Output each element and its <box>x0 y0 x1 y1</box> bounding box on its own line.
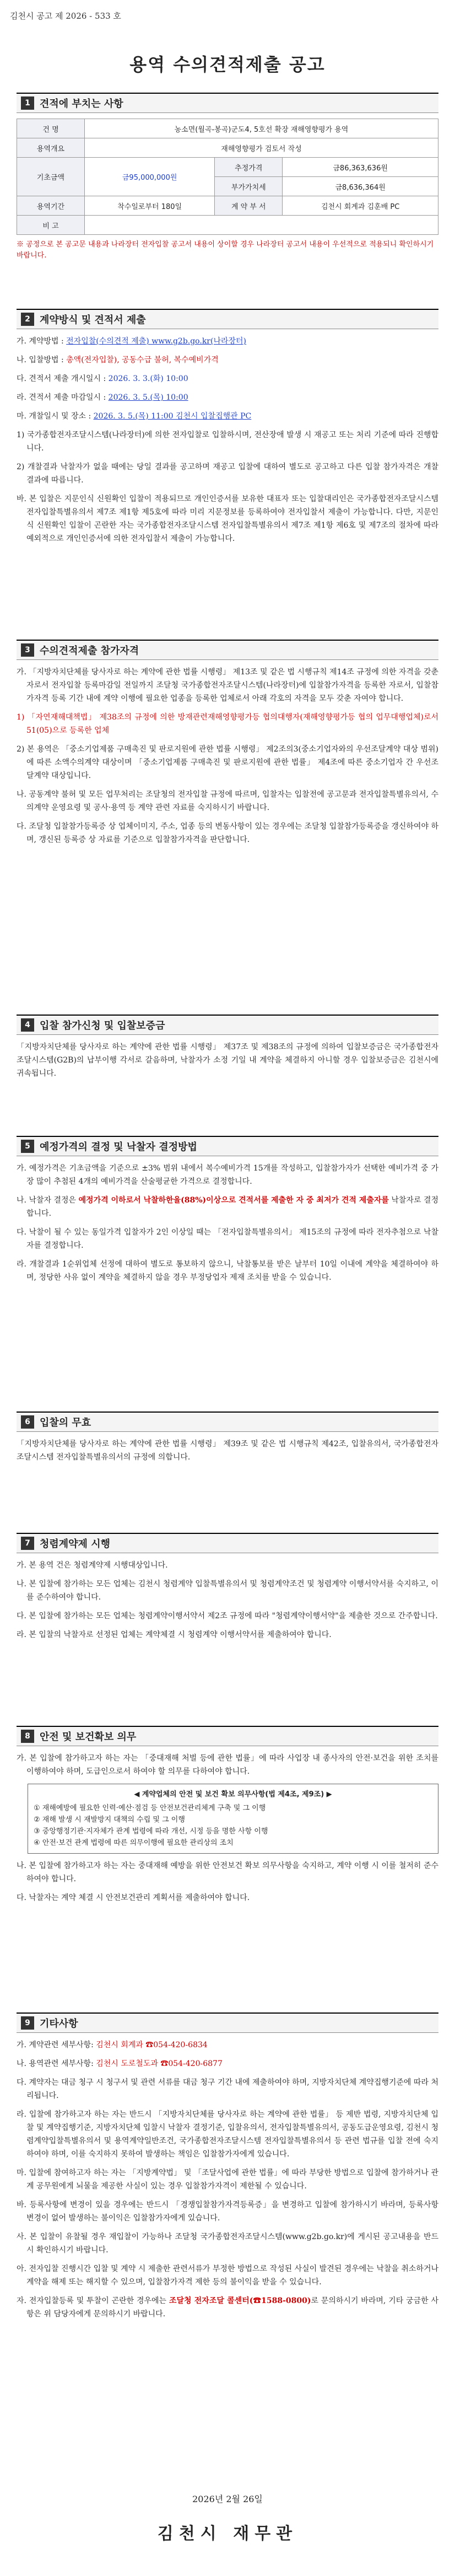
section-3-header <box>17 640 438 660</box>
paragraph: 2) 본 용역은 「중소기업제품 구매촉진 및 판로지원에 관한 법률 시행령」 제2조의3(중소기업자와의 우선조달계약 대상 범위)에 따른 소액수의계약 대상이며 「중소기업제품 구매촉진 및 판로지원에 관한 법률」 제4조에 따른 중소기업자 간 우선조달계약 대상입니다. <box>17 745 438 780</box>
section-3 <box>17 640 438 846</box>
section-1-title: 견적에 부치는 사항 <box>40 98 123 110</box>
section-2 <box>17 309 438 545</box>
paragraph: 아. 전자입찰 진행시간 입찰 및 계약 시 제출한 관련서류가 부정한 방법으로 작성된 사실이 발견된 경우에는 낙찰을 취소하거나 계약을 해제 또는 해지할 수 있으며, 입찰참가자격 제한 등의 불이익을 받을 수 있습니다. <box>17 2264 438 2287</box>
section-7-number: 7 <box>21 1537 34 1550</box>
section-1 <box>17 93 438 261</box>
row-value: 김천시 회계과 김훈배 PC <box>283 196 438 216</box>
row-label: 용역기간 <box>17 196 85 216</box>
section-4-title: 입찰 참가신청 및 입찰보증금 <box>40 1020 165 1032</box>
paragraph: 1) 「자연재해대책법」 제38조의 규정에 의한 방재관련재해영향평가등 협의대행자(재해영향평가등 협의 업무대행업체)로서 51(05)으로 등록한 업체 <box>17 713 438 735</box>
row-label: 건 명 <box>17 119 85 138</box>
section-9 <box>17 2012 438 2321</box>
section-7-header <box>17 1533 438 1553</box>
row-label: 부가가치세 <box>215 177 283 196</box>
row-value: 금95,000,000원 <box>85 158 215 196</box>
table-row <box>17 138 438 158</box>
notice-date: 2026년 2월 26일 <box>192 2494 263 2504</box>
list-item: ② 재해 발생 시 재발방지 대책의 수립 및 그 이행 <box>34 1816 185 1824</box>
row-value <box>85 216 438 235</box>
row-label: 계 약 부 서 <box>215 196 283 216</box>
paragraph: 가. 본 입찰에 참가하고자 하는 자는 「중대재해 처벌 등에 관한 법률」에 따라 사업장 내 종사자의 안전·보건을 위한 조치를 이행하여야 하며, 도급인으로서 하여야 할 의무를 다하여야 합니다. <box>17 1754 438 1776</box>
section-3-title: 수의견적제출 참가자격 <box>40 645 139 657</box>
paragraph: 다. 낙찰이 될 수 있는 동일가격 입찰자가 2인 이상일 때는 「전자입찰특별유의서」 제15조의 규정에 따라 전자추첨으로 낙찰자를 결정합니다. <box>17 1228 438 1250</box>
summary-table <box>17 119 438 235</box>
paragraph: 「지방자치단체를 당사자로 하는 계약에 관한 법률 시행령」 제39조 및 같은 법 시행규칙 제42조, 입찰유의서, 국가종합전자조달시스템 전자입찰특별유의서의 규정에 의합니다. <box>17 1440 438 1462</box>
paragraph: 라. 본 입찰의 낙찰자로 선정된 업체는 계약체결 시 청렴계약 이행서약서를 제출하여야 합니다. <box>17 1630 332 1639</box>
row-label: 비 고 <box>17 216 85 235</box>
paragraph: 가. 「지방자치단체를 당사자로 하는 계약에 관한 법률 시행령」 제13조 및 같은 법 시행규칙 제14조 규정에 의한 자격을 갖춘 자로서 전자입찰 등록마감일 전일까지 조달청 국가종합전자조달시스템(나라장터)에 입찰참가자격을 등록한 자로서, 입찰참가자격 등록 기간 내에 계약 이행에 필요한 업종을 등록한 업체로서 아래 각호의 자격을 모두 갖춘 자여야 합니다. <box>17 668 438 703</box>
section-4-number: 4 <box>21 1018 34 1032</box>
section-8-title: 안전 및 보건확보 의무 <box>40 1731 137 1743</box>
section-2-title: 계약방식 및 견적서 제출 <box>40 314 146 326</box>
contract-method: 가. 계약방법 : 전자입찰(수의견적 제출) www.g2b.go.kr(나라장터) <box>17 337 247 346</box>
summary-note: ※ 공정으로 본 공고문 내용과 나라장터 전자입찰 공고서 내용이 상이할 경우 나라장터 공고서 내용이 우선적으로 적용되니 확인하시기 바랍니다. <box>17 240 434 260</box>
paragraph: 바. 등록사항에 변경이 있을 경우에는 반드시 「경쟁입찰참가자격등록증」을 변경하고 입찰에 참가하시기 바라며, 등록사항 변경이 없어 발생하는 불이익은 입찰참가자에게 있습니다. <box>17 2201 438 2223</box>
section-2-header <box>17 309 438 329</box>
paragraph: 사. 본 입찰이 유찰될 경우 재입찰이 가능하나 조달청 국가종합전자조달시스템(www.g2b.go.kr)에 게시된 공고내용을 반드시 확인하시기 바랍니다. <box>17 2232 438 2255</box>
section-7 <box>17 1533 438 1641</box>
submit-start: 다. 견적서 제출 개시일시 : 2026. 3. 3.(화) 10:00 <box>17 374 188 383</box>
section-9-header <box>17 2012 438 2033</box>
row-value: 착수일로부터 180일 <box>85 196 215 216</box>
section-1-header <box>17 93 438 113</box>
list-item: ① 재해예방에 필요한 인력·예산·점검 등 안전보건관리체계 구축 및 그 이행 <box>34 1804 266 1812</box>
service-contact: 나. 용역관련 세부사항: 김천시 도로철도과 ☎054-420-6877 <box>17 2059 223 2068</box>
opening-date: 마. 개찰일시 및 장소 : 2026. 3. 5.(목) 11:00 김천시 입찰집행관 PC <box>17 412 252 421</box>
section-9-number: 9 <box>21 2016 34 2030</box>
paragraph: 바. 본 입찰은 지문인식 신원확인 입찰이 적용되므로 개인인증서를 보유한 대표자 또는 입찰대리인은 국가종합전자조달시스템 전자입찰특별유의서 제7조 제1항 제5호에 따라 미리 지문정보를 등록하여야 전자입찰서 제출이 가능합니다. 다만, 지문인식 신원확인 입찰이 곤란한 자는 국가종합전자조달시스템 전자입찰특별유의서 제7조 제1항 제6호 및 제7조의 절차에 따라 예외적으로 개인인증서에 의한 전자입찰서 제출이 가능합니다. <box>17 495 438 543</box>
paragraph: 1) 국가종합전자조달시스템(나라장터)에 의한 전자입찰로 입찰하시며, 전산장애 발생 시 재공고 또는 처리 기준에 따라 진행합니다. <box>17 431 438 453</box>
section-6-title: 입찰의 무효 <box>40 1417 91 1429</box>
section-5-number: 5 <box>21 1140 34 1153</box>
table-row <box>17 158 438 177</box>
paragraph: 나. 본 입찰에 참가하고자 하는 자는 중대재해 예방을 위한 안전보건 확보 의무사항을 숙지하고, 계약 이행 시 이를 철저히 준수하여야 합니다. <box>17 1861 438 1883</box>
section-5 <box>17 1136 438 1284</box>
row-value: 재해영향평가 검토서 작성 <box>85 138 438 158</box>
safety-duties-box <box>28 1784 438 1854</box>
section-5-title: 예정가격의 결정 및 낙찰자 결정방법 <box>40 1141 197 1153</box>
section-8-number: 8 <box>21 1730 34 1743</box>
table-row <box>17 119 438 138</box>
section-6 <box>17 1412 438 1464</box>
row-label: 추정가격 <box>215 158 283 177</box>
list-item: ③ 중앙행정기관·지자체가 관계 법령에 따라 개선, 시정 등을 명한 사항 이행 <box>34 1827 268 1836</box>
submit-end: 라. 견적서 제출 마감일시 : 2026. 3. 5.(목) 10:00 <box>17 393 188 402</box>
paragraph: 라. 입찰에 참가하고자 하는 자는 반드시 「지방자치단체를 당사자로 하는 계약에 관한 법률」 등 제반 법령, 지방자치단체 입찰 및 계약집행기준, 지방자치단체 입찰시 낙찰자 결정기준, 입찰유의서, 전자입찰특별유의서, 공동도급운영요령, 김천시 청렴계약입찰특별유의서 및 용역계약일반조건, 국가종합전자조달시스템 전자입찰특별유의서 등 관련 법규를 입찰 전에 숙지하여야 하며, 이를 숙지하지 못하여 발생하는 책임은 입찰참가자에게 있습니다. <box>17 2110 438 2159</box>
row-value: 금8,636,364원 <box>283 177 438 196</box>
section-9-title: 기타사항 <box>40 2018 78 2030</box>
paragraph: 라. 개찰결과 1순위업체 선정에 대하여 별도로 통보하지 않으니, 낙찰통보를 받은 날부터 10일 이내에 계약을 체결하여야 하며, 정당한 사유 없이 계약을 체결하지 않을 경우 부정당업자 제재 조치를 받을 수 있습니다. <box>17 1260 438 1282</box>
paragraph: 가. 예정가격은 기초금액을 기준으로 ±3% 범위 내에서 복수예비가격 15개를 작성하고, 입찰참가자가 선택한 예비가격 중 가장 많이 추첨된 4개의 예비가격을 산술평균한 가격으로 결정합니다. <box>17 1164 438 1186</box>
section-8 <box>17 1726 438 1904</box>
row-value: 금86,363,636원 <box>283 158 438 177</box>
section-2-number: 2 <box>21 313 34 326</box>
table-row <box>17 196 438 216</box>
paragraph: 「지방자치단체를 당사자로 하는 계약에 관한 법률 시행령」 제37조 및 제38조의 규정에 의하여 입찰보증금은 국가종합전자조달시스템(G2B)의 납부이행 각서로 갈음하며, 낙찰자가 소정 기일 내 계약을 체결하지 아니할 경우 입찰보증금은 김천시에 귀속됩니다. <box>17 1043 438 1078</box>
paragraph: 다. 계약자는 대금 청구 시 청구서 및 관련 서류를 대금 청구 기간 내에 제출하여야 하며, 지방자치단체 계약집행기준에 따라 처리됩니다. <box>17 2078 438 2100</box>
paragraph: 나. 본 입찰에 참가하는 모든 업체는 김천시 청렴계약 입찰특별유의서 및 청렴계약조건 및 청렴계약 이행서약서를 숙지하고, 이를 준수하여야 합니다. <box>17 1580 438 1602</box>
section-7-title: 청렴계약제 시행 <box>40 1538 110 1550</box>
section-3-number: 3 <box>21 643 34 657</box>
paragraph: 다. 낙찰자는 계약 체결 시 안전보건관리 계획서를 제출하여야 합니다. <box>17 1893 250 1902</box>
paragraph: 가. 본 용역 건은 청렴계약제 시행대상입니다. <box>17 1561 168 1570</box>
row-value: 농소면(월곡-봉곡)군도4, 5호선 확장 재해영향평가 용역 <box>85 119 438 138</box>
section-6-header <box>17 1412 438 1432</box>
section-5-header <box>17 1136 438 1156</box>
contract-contact: 가. 계약관련 세부사항: 김천시 회계과 ☎054-420-6834 <box>17 2041 208 2049</box>
section-4-header <box>17 1015 438 1035</box>
paragraph: 다. 본 입찰에 참가하는 모든 업체는 청렴계약이행서약서 제2조 규정에 따라 "청렴계약이행서약"을 제출한 것으로 간주합니다. <box>17 1612 438 1620</box>
paragraph: 나. 공동계약 불허 및 모든 업무처리는 조달청의 전자입찰 규정에 따르며, 입찰자는 입찰전에 공고문과 전자입찰특별유의서, 수의계약 운영요령 및 공사·용역 등 계약 관련 자료를 숙지하시기 바랍니다. <box>17 790 438 812</box>
issuer-signature: 김천시 재무관 <box>157 2524 298 2543</box>
table-row <box>17 216 438 235</box>
list-item: ④ 안전·보건 관계 법령에 따른 의무이행에 필요한 관리상의 조치 <box>34 1839 234 1847</box>
paragraph: 다. 조달청 입찰참가등록증 상 업체이미지, 주소, 업종 등의 변동사항이 있는 경우에는 조달청 입찰참가등록증을 갱신하여야 하며, 갱신된 등록증 상 자료를 기준으로 입찰참가자격을 판단합니다. <box>17 822 438 844</box>
paragraph: 2) 개찰결과 낙찰자가 없을 때에는 당일 결과를 공고하며 재공고 입찰에 대하여 별도로 공고하고 다른 입찰 참가자격은 개찰 결과에 따릅니다. <box>17 463 438 485</box>
section-4 <box>17 1015 438 1080</box>
section-1-number: 1 <box>21 96 34 110</box>
page-title: 용역 수의견적제출 공고 <box>129 54 326 75</box>
notice-number: 김천시 공고 제 2026 - 533 호 <box>10 11 121 21</box>
box-title: ◀ 계약업체의 안전 및 보건 확보 의무사항(법 제4조, 제9조) ▶ <box>134 1790 332 1799</box>
callcenter-note: 자. 전자입찰등록 및 투찰이 곤란한 경우에는 조달청 전자조달 콜센터(☎1588-0800)로 문의하시기 바라며, 기타 궁금한 사항은 위 담당자에게 문의하시기 바랍니다. <box>17 2296 438 2319</box>
bid-method: 나. 입찰방법 : 총액(전자입찰), 공동수급 불허, 복수예비가격 <box>17 356 219 364</box>
row-label: 기초금액 <box>17 158 85 196</box>
paragraph: 마. 입찰에 참여하고자 하는 자는 「지방계약법」 및 「조달사업에 관한 법률」에 따라 부당한 방법으로 입찰에 참가하거나 관계 공무원에게 뇌물을 제공한 사실이 있는 경우 입찰참가자격이 제한될 수 있습니다. <box>17 2169 439 2191</box>
award-rule: 나. 낙찰자 결정은 예정가격 이하로서 낙찰하한율(88%)이상으로 견적서를 제출한 자 중 최저가 견적 제출자를 낙찰자로 결정합니다. <box>17 1196 438 1218</box>
row-label: 용역개요 <box>17 138 85 158</box>
g2b-link[interactable]: 전자입찰(수의견적 제출) www.g2b.go.kr(나라장터) <box>66 337 247 346</box>
section-6-number: 6 <box>21 1415 34 1429</box>
section-8-header <box>17 1726 438 1746</box>
